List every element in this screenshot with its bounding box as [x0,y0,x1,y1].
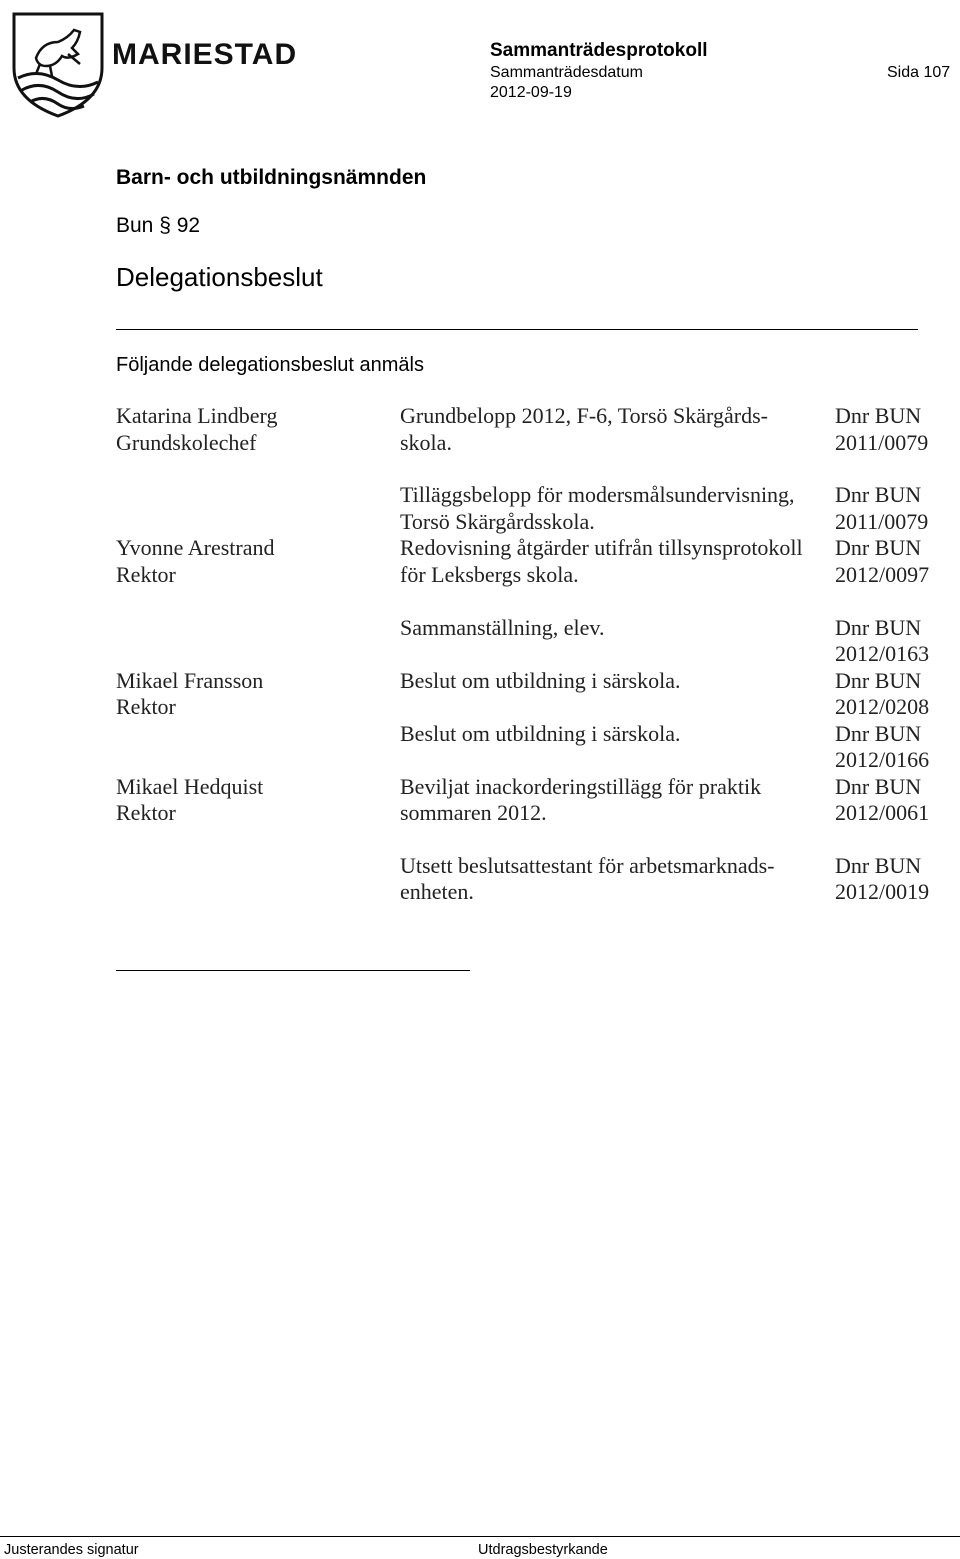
dnr-label: Dnr BUN [835,535,922,560]
decision-description: Beslut om utbildning i särskola. [400,721,681,746]
decision-description: Tilläggsbelopp för modersmålsundervisning, [400,482,795,507]
dnr-label: Dnr BUN [835,482,922,507]
meeting-date: 2012-09-19 [490,84,572,101]
page-number: Sida 107 [887,64,951,81]
decision-description: för Leksbergs skola. [400,562,579,587]
footer-divider [0,1536,960,1537]
dnr-number: 2012/0163 [835,641,930,666]
dnr-label: Dnr BUN [835,615,922,640]
decision-maker-name: Katarina Lindberg [116,403,278,428]
dnr-label: Dnr BUN [835,774,922,799]
decision-description: Utsett beslutsattestant för arbetsmarknads- [400,853,775,878]
decision-description: Redovisning åtgärder utifrån tillsynsprotokoll [400,535,803,560]
dnr-label: Dnr BUN [835,853,922,878]
meeting-date-label: Sammanträdesdatum [490,64,643,81]
dnr-label: Dnr BUN [835,721,922,746]
logo-text: MARIESTAD [112,38,298,71]
dnr-number: 2012/0208 [835,694,930,719]
footer-certification-label: Utdragsbestyrkande [478,1542,608,1558]
committee-name: Barn- och utbildningsnämnden [116,166,427,189]
end-divider [116,970,470,971]
decision-description: Beslut om utbildning i särskola. [400,668,681,693]
dnr-number: 2012/0097 [835,562,930,587]
dnr-label: Dnr BUN [835,403,922,428]
section-divider [116,329,918,330]
decision-description: Grundbelopp 2012, F-6, Torsö Skärgårds- [400,403,768,428]
footer-signature-label: Justerandes signatur [4,1542,139,1558]
decision-description: Sammanställning, elev. [400,615,605,640]
decision-maker-name: Yvonne Arestrand [116,535,275,560]
dnr-number: 2012/0061 [835,800,930,825]
decision-maker-title: Rektor [116,694,176,719]
dnr-number: 2012/0019 [835,879,930,904]
decision-maker-name: Mikael Fransson [116,668,264,693]
decision-maker-title: Rektor [116,562,176,587]
dnr-label: Dnr BUN [835,668,922,693]
decision-description: sommaren 2012. [400,800,547,825]
crest-icon [8,8,108,118]
decision-description: Torsö Skärgårdsskola. [400,509,595,534]
document-title: Sammanträdesprotokoll [490,40,708,61]
decision-description: enheten. [400,879,474,904]
lead-text: Följande delegationsbeslut anmäls [116,354,424,376]
decision-maker-title: Grundskolechef [116,430,257,455]
paragraph-number: Bun § 92 [116,214,201,237]
section-title: Delegationsbeslut [116,262,323,292]
dnr-number: 2011/0079 [835,430,929,455]
dnr-number: 2012/0166 [835,747,930,772]
municipality-crest [8,8,108,118]
decision-maker-title: Rektor [116,800,176,825]
decision-maker-name: Mikael Hedquist [116,774,264,799]
dnr-number: 2011/0079 [835,509,929,534]
decision-description: skola. [400,430,452,455]
decision-description: Beviljat inackorderingstillägg för praktik [400,774,762,799]
